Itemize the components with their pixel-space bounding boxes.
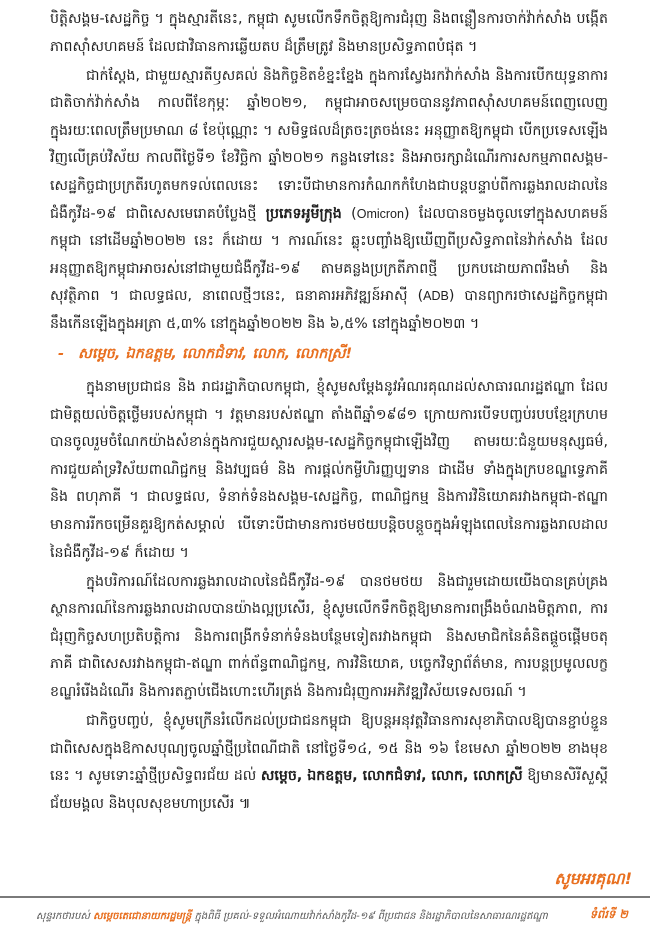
footer-caption bbox=[36, 909, 556, 924]
text-run: ប្រភេទអូមីក្រុង bbox=[265, 205, 342, 222]
text-run: ADB bbox=[423, 289, 449, 304]
paragraph-p1 bbox=[50, 6, 608, 61]
text-run: ( bbox=[341, 205, 357, 222]
text-run: ក្នុងបរិការណ៍ដែលការឆ្លងរាលដាលនៃជំងឺកូវីដ-១៩ បានថមថយ និងជារួមដោយយើងបានគ្រប់គ្រងស្ថានការណ៍នៃការឆ្លងរាលដាលបានយ៉ាងល្អប្រសើរ, ខ្ញុំសូមលើកទឹកចិត្តឱ្យមានការពង្រឹងចំណងមិត្តភាព, ការជំរុញកិច្ចសហប្រតិបត្តិការ និងការពង្រីកទំនាក់ទំនងបន្ថែមទៀតរវាងកម្ពុជា និងសមាជិកនៃគំនិតផ្តួចផ្តើមចតុភាគី ជាពិសេសរវាងកម្ពុជា-ឥណ្ឌា ពាក់ព័ន្ធពាណិជ្ជកម្ម, ការវិនិយោគ, បច្ចេកវិទ្យាព័ត៌មាន, ការបន្តប្រមូលលក្ខខណ្ឌរំរើងដំណើរ និងការតភ្ជាប់ជើងហោះហើរត្រង់ និងការជំរុញការអភិវឌ្ឍវិស័យទេសចរណ៍ ។ bbox=[50, 573, 608, 701]
text-run: ក្នុងនាមប្រជាជន និង រាជរដ្ឋាភិបាលកម្ពុជា, ខ្ញុំសូមសម្តែងនូវអំណរគុណដល់សាធារណរដ្ឋឥណ្ឌា ដែលជាមិត្តយល់ចិត្តថ្លើមរបស់កម្ពុជា ។ វត្តមានរបស់ឥណ្ឌា តាំងពីឆ្នាំ១៩៨១ ក្រោយការបើទបញ្ចប់របបខ្មែរក្រហម បានចូលរួមចំណែកយ៉ាងសំខាន់ក្នុងការជួយស្តារសង្គម-សេដ្ឋកិច្ចកម្ពុជាឡើងវិញ តាមរយៈជំនួយមនុស្សធម៌, ការជួយគាំទ្រវិស័យពាណិជ្ជកម្ម និងវប្បធម៌ និង ការផ្តល់កម្ចីហិរញ្ញប្បទាន ជាដើម ទាំងក្នុងក្របខណ្ឌទ្វេភាគី និង ពហុភាគី ។ ជាលទ្ធផល, ទំនាក់ទំនងសង្គម-សេដ្ឋកិច្ច, ពាណិជ្ជកម្ម និងការវិនិយោគរវាងកម្ពុជា-ឥណ្ឌា មានការរីកចម្រើនគួរឱ្យកត់សម្គាល់ បើទោះបីជាមានការថមថយបន្តិចបន្តួចក្នុងអំឡុងពេលនៃការឆ្លងរាលដាលនៃជំងឺកូវីដ-១៩ ក៏ដោយ ។ bbox=[50, 379, 608, 561]
footer-caption-emphasis: សម្តេចតេជោនាយករដ្ឋមន្ត្រី bbox=[93, 911, 192, 922]
footer-caption-suffix: ក្នុងពិធី ប្រគល់-ទទួលអំណោយវ៉ាក់សាំងកូវីដ-១៩ ពីប្រជាជន និងរដ្ឋាភិបាលនៃសាធារណរដ្ឋឥណ្ឌា bbox=[191, 911, 548, 922]
paragraph-group-2 bbox=[50, 374, 608, 818]
speech-body bbox=[50, 6, 608, 820]
salutation-heading bbox=[50, 341, 608, 369]
footer-caption-prefix: សុន្ទរកថារបស់ bbox=[36, 911, 94, 922]
text-run: សម្តេច, ឯកឧត្តម, លោកជំទាវ, លោក, លោកស្រី bbox=[260, 768, 523, 785]
text-run: បិតិ្តសង្គម-សេដ្ឋកិច្ច ។ ក្នុងស្មារតីនេះ, កម្ពុជា សូមលើកទឹកចិត្តឱ្យការជំរុញ និងពន្លឿនការចាក់វ៉ាក់សាំង បង្កើតភាពស៊ាំសហគមន៍ ដែលជាវិធានការឆ្លើយតប ដ៏ត្រឹមត្រូវ និងមានប្រសិទ្ធភាពបំផុត ។ bbox=[50, 11, 608, 55]
text-run: ) ដែលបានចម្លងចូលទៅក្នុងសហគមន៍កម្ពុជា នៅដើមឆ្នាំ២០២២ នេះ ក៏ដោយ ។ ការណ៍នេះ ឆ្លុះបញ្ចាំងឱ្យឃើញពីប្រសិទ្ធភាពនៃវ៉ាក់សាំង ដែលអនុញ្ញាតឱ្យកម្ពុជាអាចរស់នៅជាមួយជំងឺកូវីដ-១៩ តាមគន្លងប្រក្រតីភាពថ្មី ប្រកបដោយភាពរឹងមាំ និងសុវត្ថិភាព ។ ជាលទ្ធផល, នាពេលថ្មីៗនេះ, ធនាគារអភិវឌ្ឍន៍អាស៊ី ( bbox=[50, 205, 609, 305]
page-number: ទំព័រទី ២ bbox=[589, 907, 628, 921]
thanks-rule bbox=[0, 868, 650, 898]
paragraph-group-1 bbox=[50, 6, 608, 339]
paragraph-p2 bbox=[50, 63, 608, 339]
paragraph-p4 bbox=[50, 569, 608, 707]
text-run: ជាក់ស្តែង, ជាមួយស្មារតីឫសគល់ និងកិច្ចខិតខំខ្នះខ្នែង ក្នុងការស្វែងរកវ៉ាក់សាំង និងការបើកយុទ្ធនាការជាតិចាក់វ៉ាក់សាំង កាលពីខែកុម្ភៈ ឆ្នាំ២០២១, កម្ពុជាអាចសម្រេចបាននូវភាពស៊ាំសហគមន៍ពេញលេញ ក្នុងរយៈពេលត្រឹមប្រមាណ ៨ ខែប៉ុណ្ណោះ ។ សមិទ្ធផលដ៏ត្រចះត្រចង់នេះ អនុញ្ញាតឱ្យកម្ពុជា បើកប្រទេសឡើងវិញលើគ្រប់វិស័យ កាលពីថ្ងៃទី១ ខែវិច្ឆិកា ឆ្នាំ២០២១ កន្លងទៅនេះ និងអាចរក្សាដំណើរការសកម្មភាពសង្គម-សេដ្ឋកិច្ចជាប្រក្រតីរហូតមកទល់ពេលនេះ ទោះបីជាមានការកំណកកំហែងជាបន្តបន្ទាប់ពីការឆ្លងរាលដាលនៃជំងឺកូវីដ-១៩ ជាពិសេសមេរោគបំប្លែងថ្មី bbox=[50, 67, 608, 222]
text-run: Omicron bbox=[356, 206, 404, 221]
paragraph-p5 bbox=[50, 708, 608, 818]
text-run: ឱ្យមានសិរីសួស្តី ជ័យមង្គល និងបុលសុខមហាប្រសើរ ៕ bbox=[50, 768, 608, 812]
text-run: ជាកិច្ចបញ្ចប់, ខ្ញុំសូមក្រើនរំលើកដល់ប្រជាជនកម្ពុជា ឱ្យបន្តអនុវត្តវិធានការសុខាភិបាលឱ្យបានខ្ជាប់ខ្ជួន ជាពិសេសក្នុងឱកាសបុណ្យចូលឆ្នាំថ្មីប្រពៃណីជាតិ នៅថ្ងៃទី១៤, ១៥ និង ១៦ ខែមេសា ឆ្នាំ២០២២ ខាងមុខនេះ ។ សូមទោះឆ្នាំថ្មីប្រសិទ្ធពរជ័យ ដល់ bbox=[50, 713, 608, 785]
paragraph-p3 bbox=[50, 374, 608, 567]
salutation-dash: - bbox=[58, 345, 65, 362]
page-footer bbox=[0, 905, 650, 929]
salutation-text: សម្តេច, ឯកឧត្តម, លោកជំទាវ, លោក, លោកស្រី! bbox=[78, 345, 353, 362]
text-run: ) បានព្យាករថាសេដ្ឋកិច្ចកម្ពុជា នឹងកើនឡើងក្នុងអត្រា ៥,៣% នៅក្នុងឆ្នាំ២០២២ និង ៦,៥% នៅក្នុងឆ្នាំ២០២៣ ។ bbox=[50, 288, 608, 332]
thanks-text: សូមអរគុណ! bbox=[554, 869, 632, 888]
